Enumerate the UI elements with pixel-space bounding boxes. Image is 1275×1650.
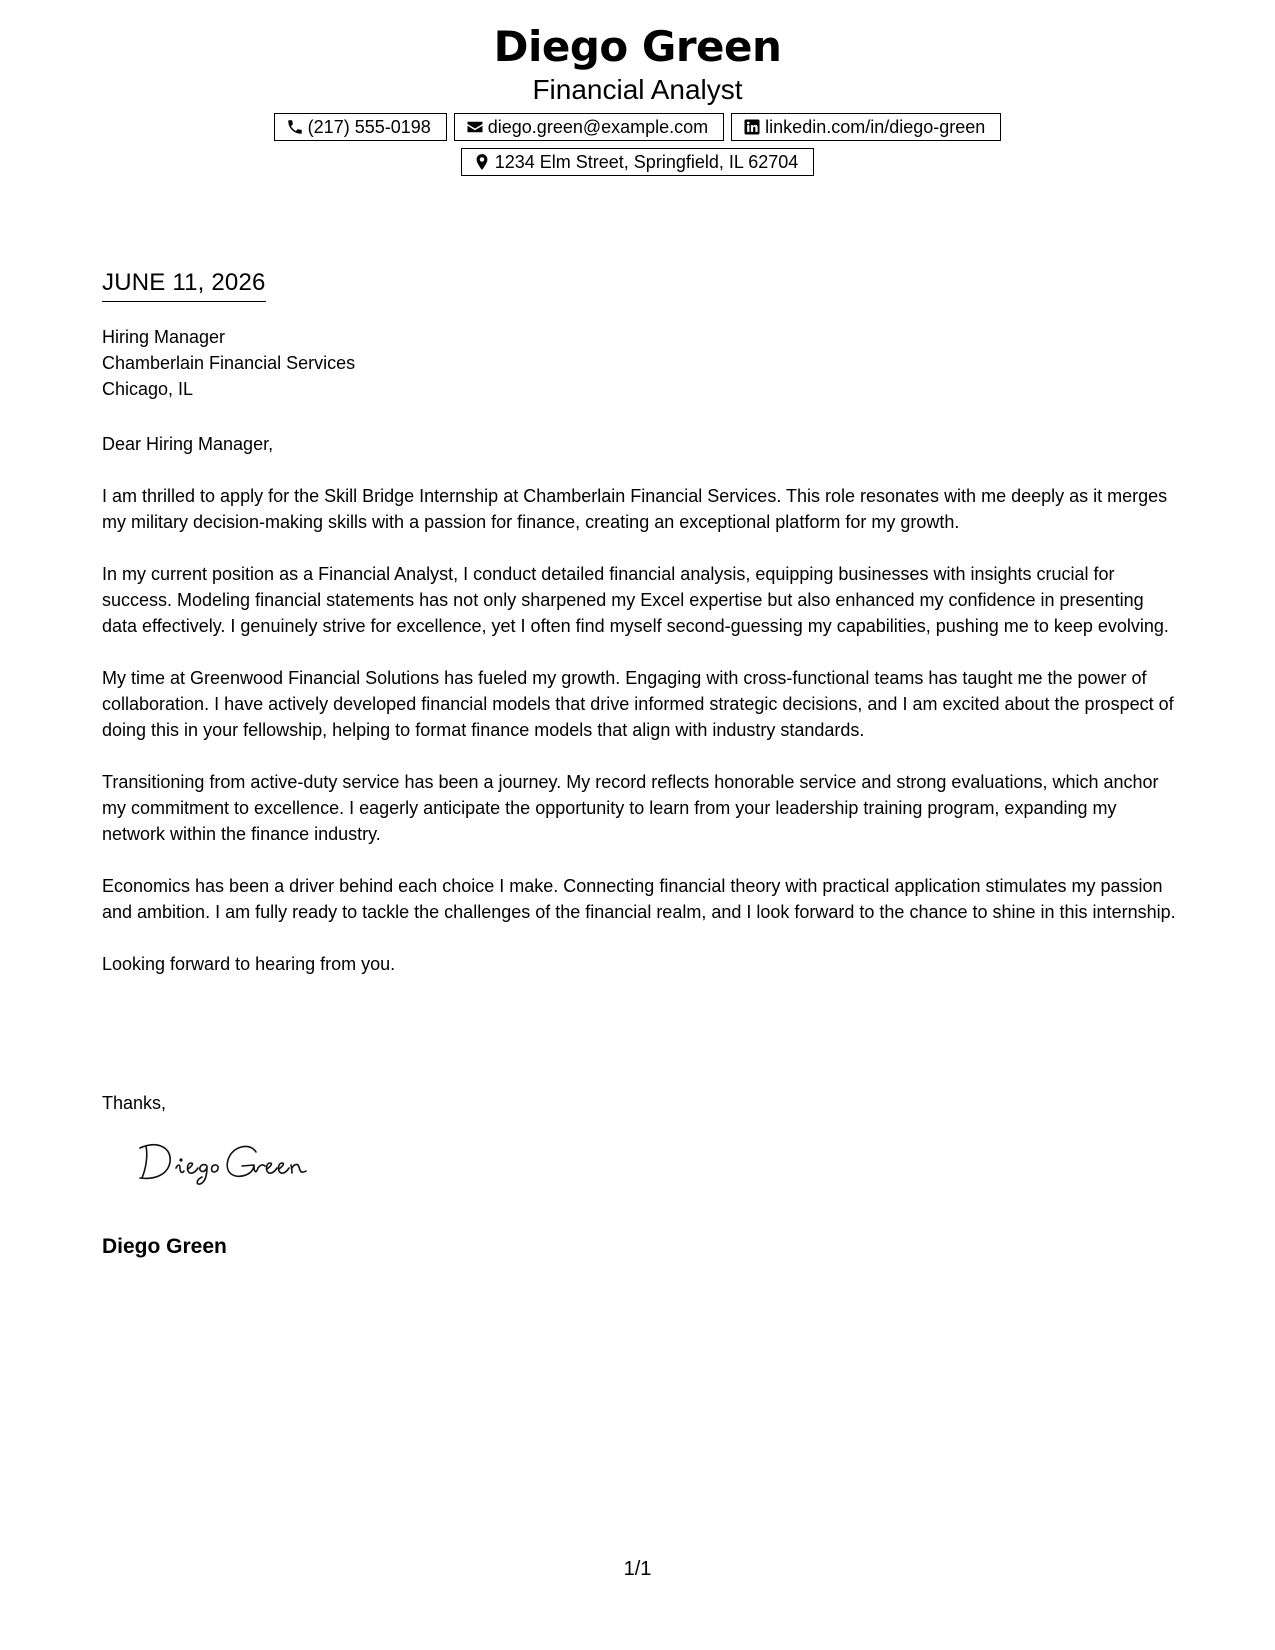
body-paragraph: My time at Greenwood Financial Solutions has fueled my growth. Engaging with cross-functional teams has taught me the power of collaboration. I have actively developed financial models that drive informed strategic decisions, and I am excited about the prospect of doing this in your fellowship, helping to format finance models that align with industry standards.: [102, 668, 1174, 740]
handwritten-signature: [136, 1138, 326, 1188]
address-text: 1234 Elm Street, Springfield, IL 62704: [494, 152, 799, 172]
letter-header: [0, 22, 1275, 176]
recipient-block: [102, 324, 355, 402]
body-paragraph: Economics has been a driver behind each choice I make. Connecting financial theory with practical application stimulates my passion and ambition. I am fully ready to tackle the challenges of the financial realm, and I look forward to the chance to shine in this internship.: [102, 876, 1176, 922]
contact-row: [0, 113, 1275, 141]
address-chip: [461, 148, 815, 176]
recipient-company: Chamberlain Financial Services: [102, 353, 356, 373]
letter-date: JUNE 11, 2026: [102, 268, 266, 302]
body-paragraph: In my current position as a Financial Analyst, I conduct detailed financial analysis, equipping businesses with insights crucial for success. Modeling financial statements has not only sharpened my Excel expertise but also enhanced my confidence in presenting data effectively. I genuinely strive for excellence, yet I often find myself second-guessing my capabilities, pushing me to keep evolving.: [102, 564, 1169, 636]
sign-off: Thanks,: [102, 1093, 167, 1113]
applicant-name: Diego Green: [493, 22, 782, 71]
phone-text: (217) 555-0198: [307, 117, 431, 137]
recipient-location: Chicago, IL: [102, 379, 194, 399]
closing-line: Looking forward to hearing from you.: [102, 954, 396, 974]
linkedin-chip: [731, 113, 1001, 141]
linkedin-text: linkedin.com/in/diego-green: [765, 117, 986, 137]
email-chip: [454, 113, 724, 141]
greeting: Dear Hiring Manager,: [102, 434, 274, 454]
envelope-icon: [466, 118, 484, 136]
map-pin-icon: [473, 153, 491, 171]
page-number: 1/1: [623, 1558, 652, 1580]
signed-name: Diego Green: [102, 1235, 227, 1258]
body-paragraph: I am thrilled to apply for the Skill Bridge Internship at Chamberlain Financial Services. This role resonates with me deeply as it merges my military decision-making skills with a passion for finance, creating an exceptional platform for my growth.: [102, 486, 1168, 532]
email-text: diego.green@example.com: [487, 117, 709, 137]
linkedin-icon: [743, 118, 761, 136]
recipient-line: Hiring Manager: [102, 327, 226, 347]
applicant-title: Financial Analyst: [532, 74, 743, 105]
contact-row-address: [0, 148, 1275, 176]
phone-icon: [286, 118, 304, 136]
phone-chip: [274, 113, 447, 141]
letter-body: [102, 431, 1182, 1003]
body-paragraph: Transitioning from active-duty service has been a journey. My record reflects honorable service and strong evaluations, which anchor my commitment to excellence. I eagerly anticipate the opportunity to learn from your leadership training program, expanding my network within the finance industry.: [102, 772, 1159, 844]
